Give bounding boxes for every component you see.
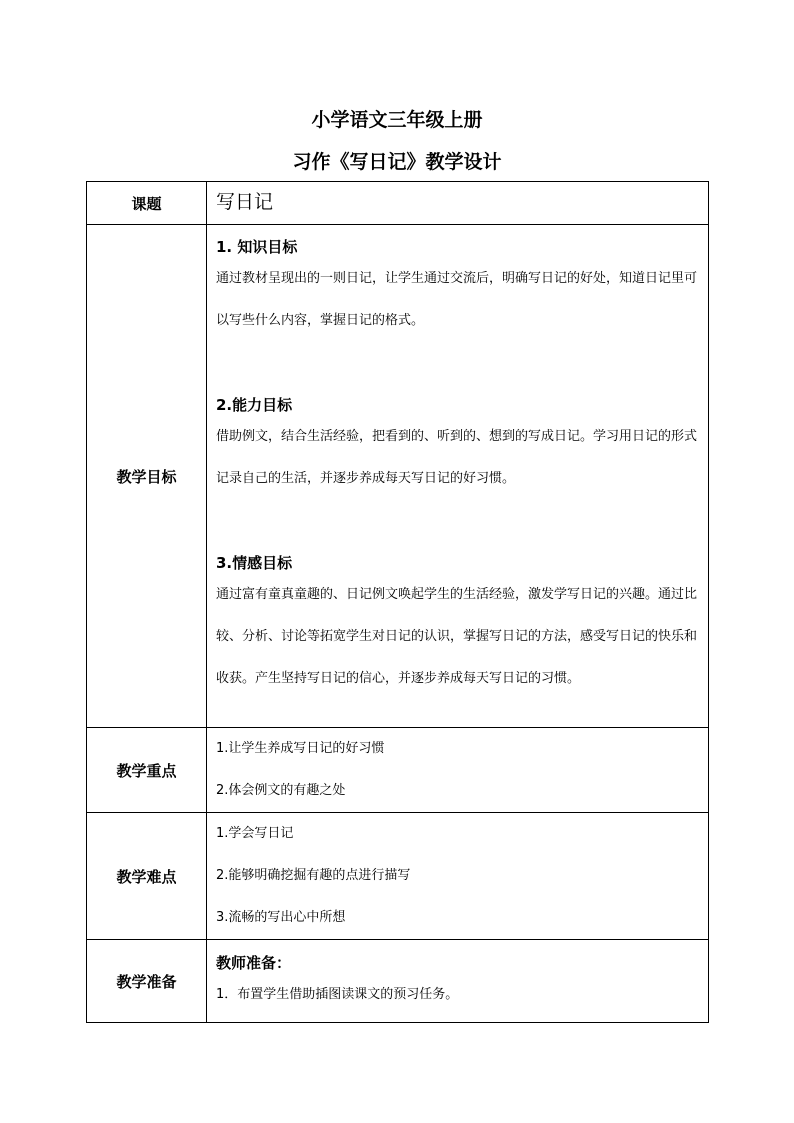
key-point-item: 1.让学生养成写日记的好习惯 [216, 741, 385, 756]
preparation-cell [207, 940, 709, 1023]
difficulty-item: 1.学会写日记 [216, 826, 294, 841]
topic-cell [207, 182, 709, 225]
table-row-topic [87, 182, 709, 225]
objective-text-3: 通过富有童真童趣的、日记例文唤起学生的生活经验，激发学写日记的兴趣。通过比较、分析、讨论等拓宽学生对日记的认识，掌握写日记的方法，感受写日记的快乐和收获。产生坚持写日记的信心，并逐步养成每天写日记的习惯。 [216, 587, 698, 686]
table-row-key-points [87, 728, 709, 813]
objective-heading-3: 3.情感目标 [216, 554, 293, 572]
objectives-label: 教学目标 [87, 225, 207, 728]
document-title-line1: 小学语文三年级上册 [311, 109, 483, 131]
preparation-heading: 教师准备： [216, 954, 292, 972]
table-row-difficulties [87, 813, 709, 940]
difficulty-item: 3.流畅的写出心中所想 [216, 910, 346, 925]
difficulties-cell [207, 813, 709, 940]
topic-value: 写日记 [216, 191, 274, 213]
document-title-line2: 习作《写日记》教学设计 [292, 151, 502, 173]
objective-heading-1: 1. 知识目标 [216, 238, 298, 256]
preparation-label: 教学准备 [87, 940, 207, 1023]
preparation-item: 1．布置学生借助插图读课文的预习任务。 [216, 987, 459, 1002]
table-row-objectives [87, 225, 709, 728]
key-point-item: 2.体会例文的有趣之处 [216, 783, 346, 798]
lesson-plan-table [86, 181, 709, 1023]
table-row-preparation [87, 940, 709, 1023]
objective-heading-2: 2.能力目标 [216, 396, 293, 414]
key-points-label: 教学重点 [87, 728, 207, 813]
topic-label: 课题 [87, 182, 207, 225]
objective-text-1: 通过教材呈现出的一则日记，让学生通过交流后，明确写日记的好处，知道日记里可以写些什么内容，掌握日记的格式。 [216, 271, 698, 328]
objectives-cell [207, 225, 709, 728]
objective-text-2: 借助例文，结合生活经验，把看到的、听到的、想到的写成日记。学习用日记的形式记录自己的生活，并逐步养成每天写日记的好习惯。 [216, 429, 698, 486]
difficulties-label: 教学难点 [87, 813, 207, 940]
difficulty-item: 2.能够明确挖掘有趣的点进行描写 [216, 868, 411, 883]
key-points-cell [207, 728, 709, 813]
